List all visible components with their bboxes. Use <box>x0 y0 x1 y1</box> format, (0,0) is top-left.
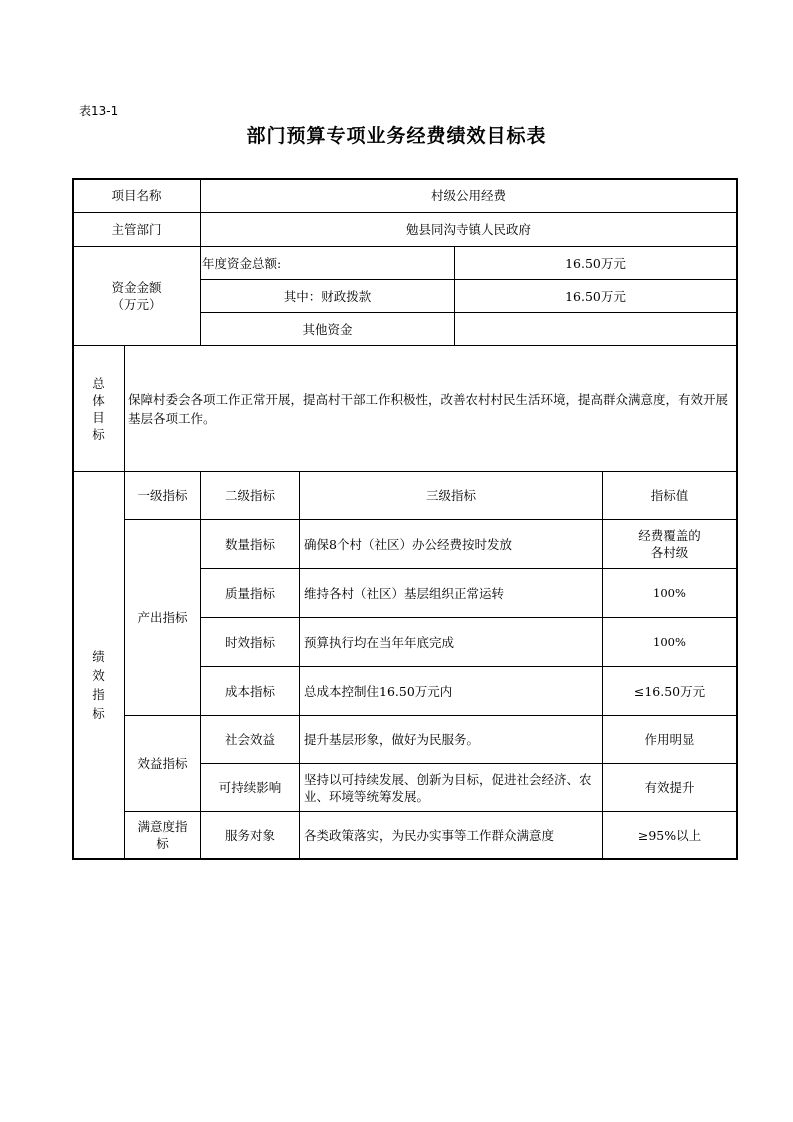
table-row-level2: 质量指标 <box>224 585 275 601</box>
table-row-level3: 预算执行均在当年年底完成 <box>304 634 455 650</box>
table-row-value: 100% <box>653 585 686 600</box>
table-row-level3: 确保8个村（社区）办公经费按时发放 <box>304 536 512 552</box>
fiscal-label: 其中：财政拨款 <box>283 288 372 304</box>
other-label: 其他资金 <box>302 321 353 337</box>
goal-label-char: 总 <box>92 375 105 391</box>
goal-label-char: 标 <box>92 426 105 442</box>
header-level1: 一级指标 <box>137 488 188 503</box>
table-row-value: 有效提升 <box>644 780 695 795</box>
satisfaction-label-line1: 满意度指 <box>137 819 188 834</box>
dept-label: 主管部门 <box>111 222 162 237</box>
header-level3: 三级指标 <box>425 488 476 503</box>
header-level2: 二级指标 <box>224 488 275 503</box>
table-row-level2: 可持续影响 <box>218 780 282 795</box>
table-row-value: ≥95%以上 <box>637 827 702 843</box>
performance-label-char: 效 <box>92 668 105 683</box>
table-row-level3: 坚持以可持续发展、创新为目标，促进社会经济、农业、环境等统筹发展。 <box>304 771 592 804</box>
fund-label-line2: （万元） <box>111 297 162 312</box>
output-indicator-label: 产出指标 <box>137 610 188 625</box>
annual-total-value: 16.50万元 <box>565 255 626 271</box>
value-line1: 经费覆盖的 <box>638 528 701 543</box>
performance-label <box>73 472 124 858</box>
goal-label-char: 目 <box>92 409 105 425</box>
fund-label-line1: 资金金额 <box>111 280 162 295</box>
table-row-level2: 成本指标 <box>224 683 275 699</box>
document-title: 部门预算专项业务经费绩效目标表 <box>246 125 547 147</box>
goal-label-char: 体 <box>92 392 105 408</box>
table-row-level2: 数量指标 <box>224 536 275 552</box>
fiscal-value: 16.50万元 <box>565 288 626 304</box>
value-line2: 各村级 <box>650 545 689 560</box>
table-row-level2: 时效指标 <box>224 634 275 650</box>
annual-total-label: 年度资金总额: <box>202 255 282 271</box>
border-bottom <box>72 858 738 860</box>
other-value <box>455 313 736 345</box>
table-row-value <box>603 520 736 568</box>
dept-value: 勉县同沟寺镇人民政府 <box>405 222 531 237</box>
table-row-level2: 社会效益 <box>224 732 275 747</box>
goal-text: 保障村委会各项工作正常开展，提高村干部工作积极性，改善农村村民生活环境，提高群众满意度，有效开展基层各项工作。 <box>128 391 729 426</box>
satisfaction-label-line2: 标 <box>156 836 169 851</box>
performance-label-char: 绩 <box>92 649 105 664</box>
header-value: 指标值 <box>650 488 689 503</box>
project-name-label: 项目名称 <box>111 188 162 203</box>
project-name-value: 村级公用经费 <box>430 188 506 203</box>
table-row-level3: 各类政策落实，为民办实事等工作群众满意度 <box>304 827 555 843</box>
satisfaction-indicator-label <box>125 812 200 858</box>
table-row-value: 100% <box>653 634 686 649</box>
goal-label <box>73 346 124 471</box>
table-number: 表13-1 <box>79 104 119 118</box>
benefit-indicator-label: 效益指标 <box>137 756 188 771</box>
table-row-level3: 维持各村（社区）基层组织正常运转 <box>304 585 505 601</box>
performance-label-char: 标 <box>92 706 105 721</box>
performance-label-char: 指 <box>92 687 105 702</box>
table-row-level3: 提升基层形象，做好为民服务。 <box>304 732 480 747</box>
table-row-value: 作用明显 <box>644 732 695 747</box>
fund-label <box>73 247 200 345</box>
table-row-level2: 服务对象 <box>224 827 275 843</box>
table-row-value: ≤16.50万元 <box>633 683 706 699</box>
table-row-level3: 总成本控制住16.50万元内 <box>304 683 453 699</box>
